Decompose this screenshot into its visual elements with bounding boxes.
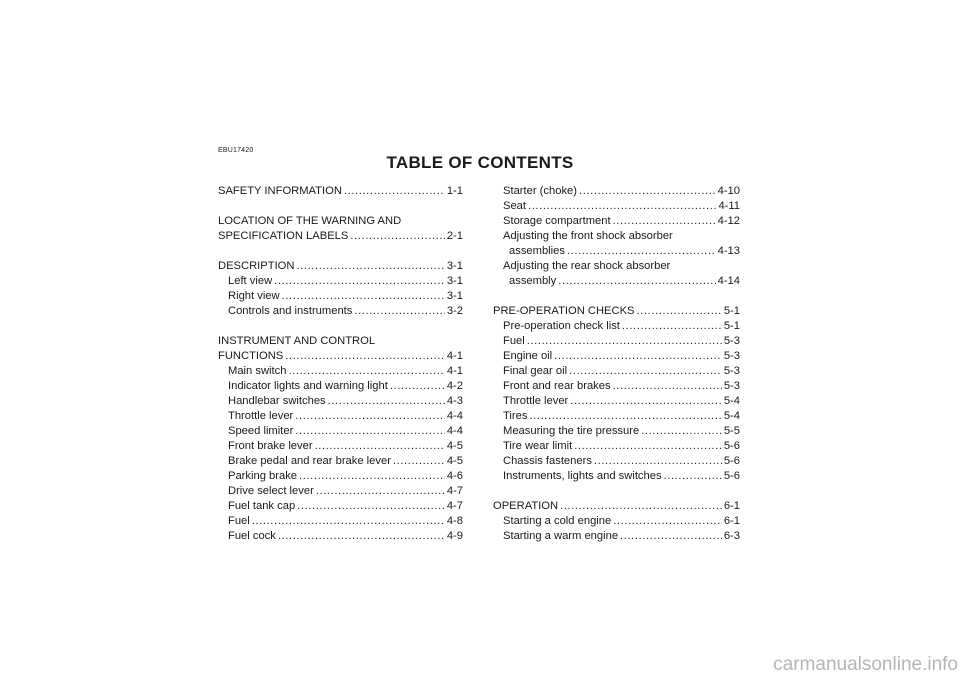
- dot-leader: [328, 394, 445, 409]
- toc-entry-page: 4-6: [446, 470, 463, 482]
- toc-entry-label: INSTRUMENT AND CONTROL: [218, 335, 376, 347]
- dot-leader: [390, 379, 445, 394]
- dot-leader: [579, 184, 716, 199]
- toc-entry[interactable]: [218, 364, 463, 379]
- toc-entry-page: 4-1: [446, 350, 463, 362]
- toc-entry-page: 4-4: [446, 410, 463, 422]
- toc-entry[interactable]: [493, 409, 740, 424]
- toc-entry-label: Instruments, lights and switches: [503, 470, 662, 482]
- dot-leader: [569, 364, 722, 379]
- toc-entry-page: 5-1: [723, 320, 740, 332]
- dot-leader: [295, 424, 445, 439]
- dot-leader: [558, 274, 715, 289]
- toc-entry[interactable]: [218, 184, 463, 199]
- toc-entry-label: Brake pedal and rear brake lever: [228, 455, 391, 467]
- toc-entry-label: Front and rear brakes: [503, 380, 611, 392]
- toc-entry[interactable]: [493, 394, 740, 409]
- toc-entry[interactable]: [493, 304, 740, 319]
- toc-entry-label: Final gear oil: [503, 365, 568, 377]
- toc-entry-page: 3-1: [446, 275, 463, 287]
- toc-entry-label: Fuel: [228, 515, 250, 527]
- toc-entry-label: LOCATION OF THE WARNING AND: [218, 215, 402, 227]
- dot-leader: [274, 274, 445, 289]
- toc-entry[interactable]: [493, 514, 740, 529]
- toc-entry-label: Starter (choke): [503, 185, 577, 197]
- dot-leader: [315, 439, 445, 454]
- toc-entry-label: Starting a cold engine: [503, 515, 612, 527]
- toc-entry[interactable]: [493, 454, 740, 469]
- dot-leader: [527, 334, 722, 349]
- dot-leader: [393, 454, 445, 469]
- toc-entry[interactable]: [218, 289, 463, 304]
- toc-entry-label: Left view: [228, 275, 273, 287]
- toc-entry[interactable]: [493, 199, 740, 214]
- toc-entry-page: 4-9: [446, 530, 463, 542]
- toc-entry[interactable]: [218, 439, 463, 454]
- toc-entry-page: 5-3: [723, 350, 740, 362]
- toc-entry-label: assembly: [509, 275, 557, 287]
- toc-entry-label: Indicator lights and warning light: [228, 380, 388, 392]
- toc-entry: [218, 334, 463, 349]
- document-code: EBU17420: [218, 147, 254, 154]
- toc-entry-label: Throttle lever: [228, 410, 294, 422]
- toc-entry-label: Fuel cock: [228, 530, 276, 542]
- toc-entry-page: 4-5: [446, 440, 463, 452]
- toc-entry-page: 4-7: [446, 500, 463, 512]
- toc-entry-label: Parking brake: [228, 470, 298, 482]
- toc-entry-page: 4-5: [446, 455, 463, 467]
- toc-entry[interactable]: [493, 214, 740, 229]
- spacer: [493, 289, 740, 304]
- toc-entry-label: Measuring the tire pressure: [503, 425, 640, 437]
- toc-entry[interactable]: [493, 184, 740, 199]
- toc-right-column: [493, 184, 740, 544]
- dot-leader: [613, 214, 716, 229]
- toc-entry-page: 5-6: [723, 470, 740, 482]
- toc-entry[interactable]: [493, 349, 740, 364]
- toc-entry[interactable]: [493, 244, 740, 259]
- toc-entry-label: Pre-operation check list: [503, 320, 620, 332]
- toc-entry-page: 3-1: [446, 290, 463, 302]
- toc-entry-label: Fuel tank cap: [228, 500, 296, 512]
- toc-entry-page: 4-10: [717, 185, 740, 197]
- toc-entry-label: Controls and instruments: [228, 305, 353, 317]
- toc-entry-label: Front brake lever: [228, 440, 313, 452]
- toc-entry-label: Adjusting the front shock absorber: [503, 230, 673, 242]
- toc-entry[interactable]: [218, 529, 463, 544]
- toc-entry-page: 3-2: [446, 305, 463, 317]
- toc-entry-label: assemblies: [509, 245, 565, 257]
- toc-entry-page: 4-2: [446, 380, 463, 392]
- dot-leader: [613, 514, 722, 529]
- toc-entry-label: Speed limiter: [228, 425, 294, 437]
- toc-entry[interactable]: [493, 379, 740, 394]
- toc-entry[interactable]: [218, 379, 463, 394]
- toc-entry[interactable]: [493, 469, 740, 484]
- toc-entry[interactable]: [218, 349, 463, 364]
- toc-entry[interactable]: [218, 454, 463, 469]
- page-title: TABLE OF CONTENTS: [386, 153, 574, 172]
- dot-leader: [641, 424, 722, 439]
- dot-leader: [344, 184, 445, 199]
- toc-entry-page: 6-1: [723, 500, 740, 512]
- dot-leader: [554, 349, 722, 364]
- dot-leader: [354, 304, 444, 319]
- toc-entry-label: Storage compartment: [503, 215, 611, 227]
- toc-entry-label: Drive select lever: [228, 485, 314, 497]
- dot-leader: [285, 349, 445, 364]
- spacer: [218, 319, 463, 334]
- dot-leader: [296, 259, 444, 274]
- toc-entry-page: 4-11: [718, 200, 740, 212]
- toc-entry[interactable]: [493, 334, 740, 349]
- toc-entry[interactable]: [218, 424, 463, 439]
- toc-entry-label: Fuel: [503, 335, 525, 347]
- toc-entry[interactable]: [493, 319, 740, 334]
- toc-entry-label: OPERATION: [493, 500, 559, 512]
- toc-entry[interactable]: [218, 274, 463, 289]
- toc-entry-page: 4-7: [446, 485, 463, 497]
- toc-entry-page: 4-13: [717, 245, 740, 257]
- dot-leader: [350, 229, 444, 244]
- dot-leader: [282, 289, 445, 304]
- toc-entry[interactable]: [493, 439, 740, 454]
- toc-entry[interactable]: [493, 499, 740, 514]
- toc-entry-label: Chassis fasteners: [503, 455, 592, 467]
- toc-entry-page: 5-3: [723, 365, 740, 377]
- dot-leader: [252, 514, 445, 529]
- toc-entry-page: 6-1: [723, 515, 740, 527]
- dot-leader: [316, 484, 445, 499]
- toc-entry[interactable]: [218, 259, 463, 274]
- toc-entry[interactable]: [493, 529, 740, 544]
- toc-entry-label: Starting a warm engine: [503, 530, 619, 542]
- toc-entry[interactable]: [218, 499, 463, 514]
- toc-entry-page: 5-4: [723, 395, 740, 407]
- toc-entry-page: 5-3: [723, 380, 740, 392]
- toc-entry-label: Tire wear limit: [503, 440, 573, 452]
- dot-leader: [299, 469, 445, 484]
- toc-entry-page: 5-6: [723, 440, 740, 452]
- toc-entry-page: 5-3: [723, 335, 740, 347]
- dot-leader: [560, 499, 722, 514]
- toc-entry-label: Right view: [228, 290, 280, 302]
- toc-entry-page: 5-1: [723, 305, 740, 317]
- toc-entry[interactable]: [218, 394, 463, 409]
- toc-entry-page: 5-5: [723, 425, 740, 437]
- dot-leader: [278, 529, 445, 544]
- spacer: [218, 199, 463, 214]
- toc-entry-label: FUNCTIONS: [218, 350, 284, 362]
- toc-entry-page: 4-12: [717, 215, 740, 227]
- toc-entry-page: 4-14: [717, 275, 740, 287]
- toc-entry-label: Engine oil: [503, 350, 553, 362]
- toc-entry-page: 5-4: [723, 410, 740, 422]
- toc-entry[interactable]: [218, 514, 463, 529]
- toc-entry-label: Tires: [503, 410, 528, 422]
- toc-entry-page: 1-1: [446, 185, 463, 197]
- toc-entry[interactable]: [493, 274, 740, 289]
- toc-entry[interactable]: [218, 229, 463, 244]
- dot-leader: [613, 379, 722, 394]
- toc-entry-page: 4-3: [446, 395, 463, 407]
- toc-entry-page: 3-1: [446, 260, 463, 272]
- toc-entry-label: Handlebar switches: [228, 395, 326, 407]
- toc-entry-page: 2-1: [446, 230, 463, 242]
- dot-leader: [620, 529, 722, 544]
- toc-entry[interactable]: [218, 304, 463, 319]
- toc-entry[interactable]: [218, 484, 463, 499]
- spacer: [218, 244, 463, 259]
- toc-entry-label: DESCRIPTION: [218, 260, 295, 272]
- toc-entry-label: SAFETY INFORMATION: [218, 185, 342, 197]
- toc-entry[interactable]: [493, 424, 740, 439]
- dot-leader: [288, 364, 444, 379]
- dot-leader: [637, 304, 722, 319]
- toc-left-column: [218, 184, 463, 544]
- toc-entry-page: 4-1: [446, 365, 463, 377]
- dot-leader: [528, 199, 716, 214]
- toc-entry-page: 5-6: [723, 455, 740, 467]
- dot-leader: [570, 394, 722, 409]
- toc-entry: [493, 259, 740, 274]
- dot-leader: [295, 409, 445, 424]
- dot-leader: [567, 244, 716, 259]
- toc-entry-page: 6-3: [723, 530, 740, 542]
- toc-entry-label: Adjusting the rear shock absorber: [503, 260, 671, 272]
- toc-entry: [493, 229, 740, 244]
- toc-entry-page: 4-8: [446, 515, 463, 527]
- dot-leader: [574, 439, 722, 454]
- toc-entry-label: Seat: [503, 200, 527, 212]
- toc-entry-label: PRE-OPERATION CHECKS: [493, 305, 635, 317]
- dot-leader: [297, 499, 445, 514]
- spacer: [493, 484, 740, 499]
- toc-entry: [218, 214, 463, 229]
- toc-entry-label: SPECIFICATION LABELS: [218, 230, 349, 242]
- watermark: carmanualsonline.info: [773, 654, 958, 675]
- dot-leader: [664, 469, 722, 484]
- toc-entry-label: Throttle lever: [503, 395, 569, 407]
- dot-leader: [529, 409, 721, 424]
- dot-leader: [622, 319, 722, 334]
- dot-leader: [594, 454, 722, 469]
- toc-entry-page: 4-4: [446, 425, 463, 437]
- toc-entry[interactable]: [218, 409, 463, 424]
- toc-entry[interactable]: [218, 469, 463, 484]
- toc-entry-label: Main switch: [228, 365, 287, 377]
- toc-entry[interactable]: [493, 364, 740, 379]
